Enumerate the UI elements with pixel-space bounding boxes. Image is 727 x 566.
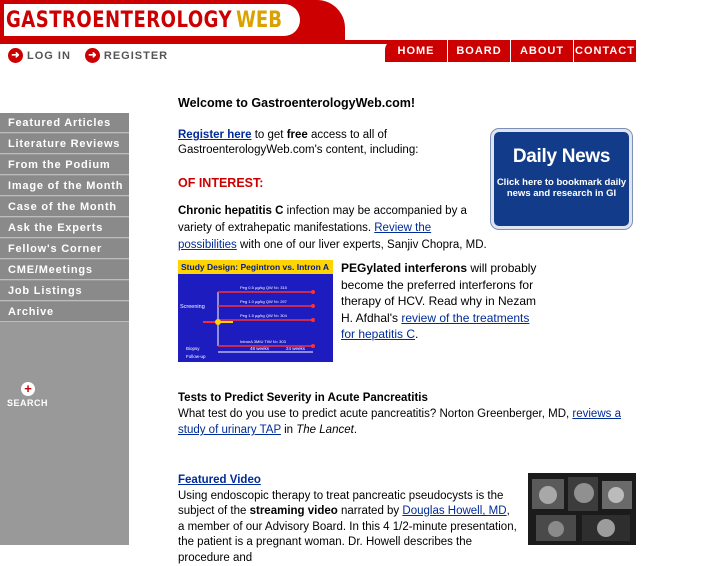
top-navigation	[385, 40, 636, 62]
study-screening-label: Screening	[180, 304, 205, 310]
nav-home[interactable]: HOME	[397, 45, 435, 57]
douglas-howell-link[interactable]: Douglas Howell, MD	[402, 505, 507, 517]
site-logo[interactable]	[4, 4, 300, 36]
sidebar-item-case-of-the-month[interactable]: Case of the Month	[0, 197, 129, 217]
nav-about[interactable]: ABOUT	[510, 40, 573, 62]
hepatitis-bold: Chronic hepatitis C	[178, 205, 284, 217]
sidebar-item-fellows-corner[interactable]: Fellow's Corner	[0, 239, 129, 259]
reviews-study-link[interactable]: reviews a study of urinary TAP	[178, 408, 621, 436]
register-link[interactable]: REGISTER	[103, 49, 169, 62]
video-text-2: narrated by	[337, 505, 403, 517]
endoscopy-image[interactable]	[528, 473, 636, 545]
header-bar	[0, 0, 345, 40]
sidebar-item-image-of-the-month[interactable]: Image of the Month	[0, 176, 129, 196]
review-possibilities-link[interactable]: Review the possibilities	[178, 222, 432, 251]
pancreatitis-text-3: .	[353, 424, 358, 436]
sidebar-item-archive[interactable]: Archive	[0, 302, 129, 322]
sidebar	[0, 113, 129, 545]
search-plus-icon: +	[21, 382, 35, 396]
nav-contact[interactable]: CONTACT	[573, 40, 636, 62]
study-followup-label: Follow-up	[186, 354, 206, 359]
study-biopsy-label: Biopsy	[186, 346, 200, 351]
logo-text-web: WEB	[235, 7, 282, 33]
pancreatitis-section	[178, 390, 638, 438]
login-link[interactable]: LOG IN	[27, 49, 71, 62]
study-design-image[interactable]	[178, 260, 333, 362]
sidebar-item-literature-reviews[interactable]: Literature Reviews	[0, 134, 129, 154]
nav-board[interactable]: BOARD	[447, 40, 510, 62]
hepatitis-text-1: infection may be accompanied by a variety of extrahepatic manifestations.	[178, 205, 467, 234]
pancreatitis-heading: Tests to Predict Severity in Acute Pancreatitis	[178, 392, 428, 404]
study-design-diagram	[178, 274, 333, 362]
intro-free: free	[286, 129, 308, 141]
sidebar-item-featured-articles[interactable]: Featured Articles	[0, 113, 129, 133]
featured-video-link[interactable]: Featured Video	[178, 474, 261, 486]
video-bold: streaming video	[249, 505, 338, 517]
review-treatments-link[interactable]: review of the treatments for hepatitis C	[341, 310, 530, 341]
daily-news-button[interactable]	[491, 129, 632, 229]
sidebar-item-from-the-podium[interactable]: From the Podium	[0, 155, 129, 175]
page-title: Welcome to GastroenterologyWeb.com!	[178, 96, 416, 110]
sidebar-item-ask-the-experts[interactable]: Ask the Experts	[0, 218, 129, 238]
pancreatitis-journal: The Lancet	[296, 424, 354, 436]
register-arrow-icon[interactable]: ➜	[85, 48, 100, 63]
study-arm-2: Peg 1.0 µg/kg QW N= 297	[240, 299, 287, 304]
study-arm-1: Peg 0.5 µg/kg QW N= 315	[240, 285, 287, 290]
login-arrow-icon[interactable]: ➜	[8, 48, 23, 63]
video-text-1: Using endoscopic therapy to treat pancreatic pseudocysts is the subject of the	[178, 489, 504, 517]
search-label: SEARCH	[7, 398, 49, 408]
intro-text-2: access to all of GastroenterologyWeb.com's content, including:	[178, 129, 419, 156]
search-button[interactable]	[8, 382, 48, 408]
sidebar-item-cme-meetings[interactable]: CME/Meetings	[0, 260, 129, 280]
pegylated-text-2: .	[415, 327, 419, 341]
intro-paragraph	[178, 128, 478, 158]
pancreatitis-text-2: in	[280, 424, 297, 436]
sidebar-item-job-listings[interactable]: Job Listings	[0, 281, 129, 301]
study-48weeks-label: 48 weeks	[250, 346, 270, 351]
study-arm-3: Peg 1.5 µg/kg QW N= 304	[240, 313, 287, 318]
hepatitis-text-2: with one of our liver experts, Sanjiv Chopra, MD.	[236, 239, 487, 251]
daily-news-title: Daily News	[512, 146, 611, 167]
featured-video-section	[178, 473, 518, 566]
pegylated-paragraph	[341, 260, 541, 343]
pegylated-bold: PEGylated interferons	[341, 261, 468, 275]
study-24weeks-label: 24 weeks	[286, 346, 306, 351]
of-interest-heading: OF INTEREST:	[178, 176, 264, 190]
hepatitis-paragraph	[178, 203, 488, 254]
pancreatitis-text-1: What test do you use to predict acute pancreatitis? Norton Greenberger, MD,	[178, 408, 573, 420]
register-here-link[interactable]: Register here	[178, 129, 252, 141]
study-design-title: Study Design: Pegintron vs. Intron A	[178, 260, 333, 274]
logo-text-gastroenterology: GASTROENTEROLOGY	[6, 7, 233, 33]
study-arm-4: IntronA 3MIU TIW N= 303	[240, 339, 286, 344]
intro-text-1: to get	[251, 129, 287, 141]
video-text-3: , a member of our Advisory Board. In this 4 1/2-minute presentation, the patient is a pregnant woman. Dr. Howell describes the procedure and	[178, 505, 517, 564]
auth-bar	[8, 48, 178, 63]
pegylated-text-1: will probably become the preferred interferons for therapy of HCV. Read why in Nezam H. Afdhal's	[341, 261, 537, 325]
endoscopy-graphic	[528, 473, 636, 545]
daily-news-subtitle: Click here to bookmark daily news and research in GI	[496, 177, 627, 199]
